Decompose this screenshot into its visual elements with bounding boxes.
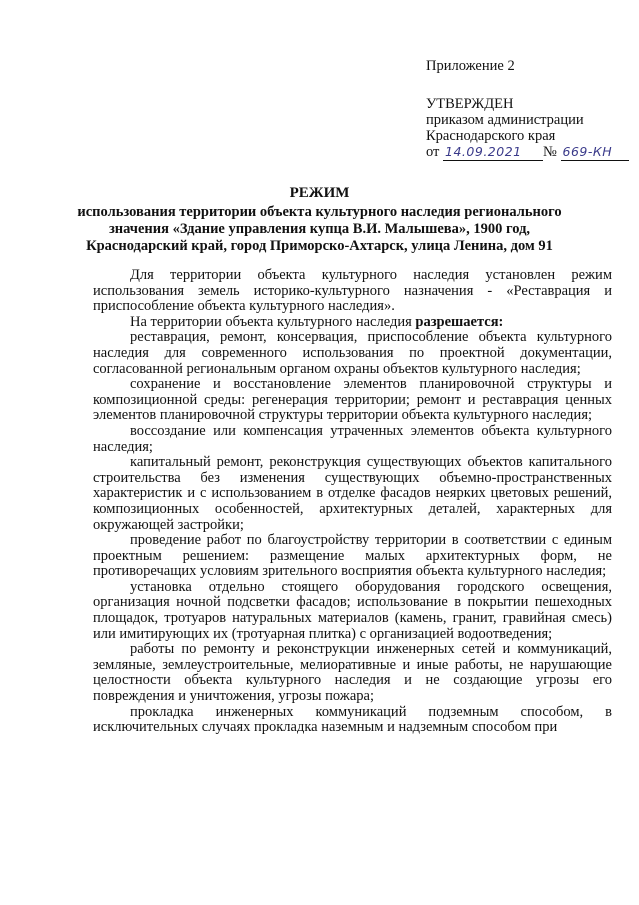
- date-prefix: от: [426, 144, 440, 160]
- handwritten-number: 669-КН: [562, 144, 613, 159]
- heading-line-1: использования территории объекта культурного наследия регионального: [77, 204, 562, 220]
- paragraph: воссоздание или компенсация утраченных элементов объекта культурного наследия;: [93, 422, 612, 455]
- paragraph: установка отдельно стоящего оборудования городского освещения, организация ночной подсветки фасадов; использование в покрытии пешеходных площадок, тротуаров натуральных материалов (камень, гранит, гравийная смесь) или имитирующих их (тротуарная плитка) с организацией водоотведения;: [93, 578, 612, 642]
- spacer: [426, 74, 631, 96]
- document-body: [93, 268, 612, 736]
- paragraph: сохранение и восстановление элементов планировочной структуры и композиционной среды: регенерация территории; ремонт и реставрация ценных элементов планировочной структуры территории объекта культурного наследия;: [93, 376, 612, 424]
- approved-by-line: приказом администрации: [426, 112, 584, 128]
- number-field: [561, 144, 629, 161]
- document-heading: [40, 185, 599, 255]
- paragraph: реставрация, ремонт, консервация, приспособление объекта культурного наследия для современного использования по проектной документации, согласованной региональным органом охраны объектов культурного наследия;: [93, 329, 612, 377]
- handwritten-date: 14.09.2021: [445, 144, 522, 159]
- heading-line-2: значения «Здание управления купца В.И. Малышева», 1900 год,: [108, 221, 531, 237]
- date-field: [443, 144, 543, 161]
- appendix-label: Приложение 2: [426, 58, 515, 74]
- approval-block: [426, 58, 631, 161]
- paragraph: Для территории объекта культурного наследия установлен режим использования земель историко-культурного назначения - «Реставрация и приспособление объекта культурного наследия».: [93, 267, 612, 315]
- heading-line-3: Краснодарский край, город Приморско-Ахтарск, улица Ленина, дом 91: [86, 238, 553, 254]
- paragraph: прокладка инженерных коммуникаций подземным способом, в исключительных случаях прокладка наземным и надземным способом при: [93, 703, 612, 736]
- bold-term: разрешается:: [415, 313, 504, 330]
- paragraph: [93, 315, 612, 331]
- number-prefix: №: [543, 144, 557, 160]
- heading-title: РЕЖИМ: [289, 185, 350, 201]
- paragraph: капитальный ремонт, реконструкция существующих объектов капитального строительства без изменения существующих объемно-пространственных характеристик и с использованием в отделке фасадов неярких цветовых решений, композиционных особенностей, архитектурных деталей, характерных для окружающей застройки;: [93, 454, 612, 533]
- order-date-number: [426, 144, 631, 161]
- approved-title: УТВЕРЖДЕН: [426, 96, 514, 112]
- paragraph-text: На территории объекта культурного наследия: [130, 313, 416, 330]
- paragraph: работы по ремонту и реконструкции инженерных сетей и коммуникаций, земляные, землеустроительные, мелиоративные и иные работы, не нарушающие целостности объекта культурного наследия и не создающие угрозы его повреждения и уничтожения, угрозы пожара;: [93, 641, 612, 705]
- approved-region-line: Краснодарского края: [426, 128, 556, 144]
- paragraph: проведение работ по благоустройству территории в соответствии с единым проектным решением: размещение малых архитектурных форм, не противоречащих условиям зрительного восприятия объекта культурного наследия;: [93, 532, 612, 580]
